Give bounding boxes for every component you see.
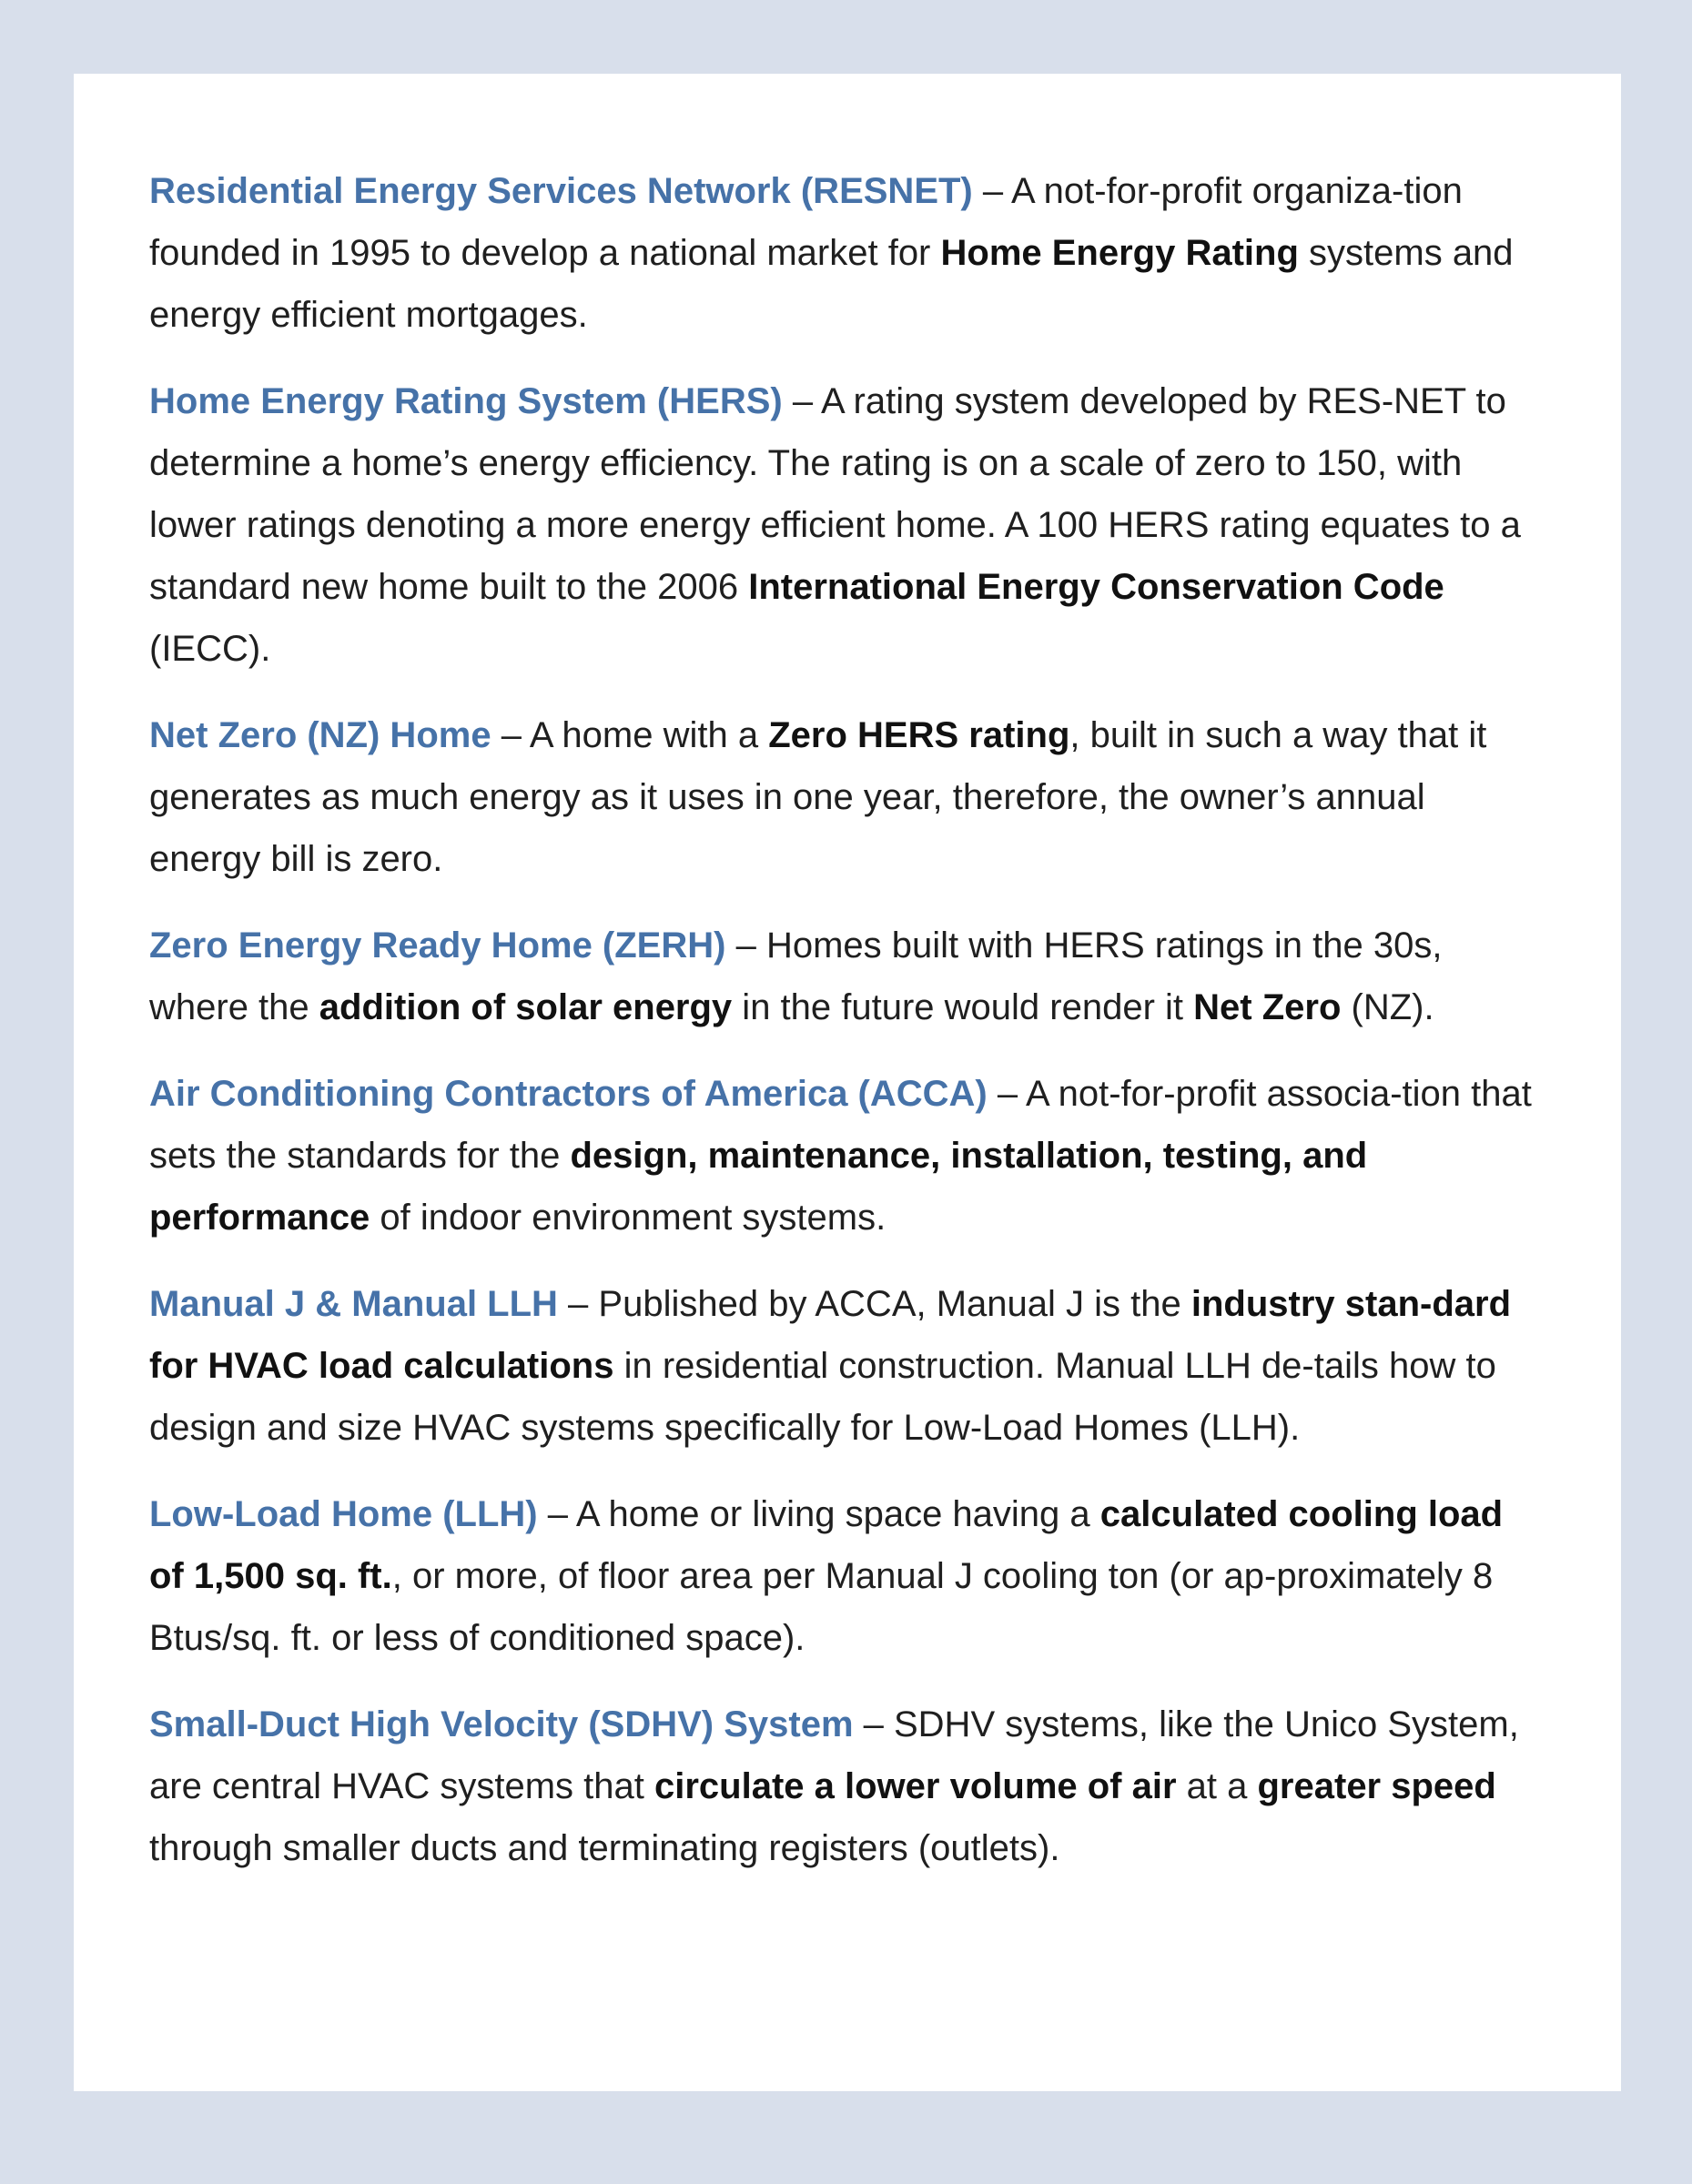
definition-text: in the future would render it — [732, 987, 1194, 1027]
definition-text: – A not-for-profit associa-tion that sets the standards for the — [149, 1074, 1532, 1176]
definition-emphasis: greater speed — [1257, 1766, 1496, 1806]
term-zerh: Zero Energy Ready Home (ZERH) — [149, 925, 726, 966]
definition-text: – A not-for-profit organiza-tion founded in 1995 to develop a national market for — [149, 171, 1463, 273]
definition-emphasis: Zero HERS rating — [768, 715, 1070, 755]
term-manual-j: Manual J & Manual LLH — [149, 1284, 558, 1324]
definition-text: systems and energy efficient mortgages. — [149, 233, 1514, 335]
definition-emphasis: Net Zero — [1193, 987, 1342, 1027]
glossary-entry-acca — [149, 1063, 1546, 1249]
definition-text: , or more, of floor area per Manual J cooling ton (or ap-proximately 8 Btus/sq. ft. or less of conditioned space). — [149, 1556, 1494, 1658]
definition-text: – Published by ACCA, Manual J is the — [557, 1284, 1191, 1324]
term-hers: Home Energy Rating System (HERS) — [149, 381, 783, 421]
definition-text: – Homes built with HERS ratings in the 30s, where the — [149, 925, 1443, 1027]
definition-emphasis: addition of solar energy — [319, 987, 733, 1027]
definition-emphasis: International Energy Conservation Code — [748, 567, 1444, 607]
term-acca: Air Conditioning Contractors of America (ACCA) — [149, 1074, 988, 1114]
definition-text: – A home with a — [491, 715, 769, 755]
term-sdhv: Small-Duct High Velocity (SDHV) System — [149, 1704, 854, 1744]
term-net-zero: Net Zero (NZ) Home — [149, 715, 491, 755]
definition-text: – A home or living space having a — [537, 1494, 1100, 1534]
definition-text: – A rating system developed by RES-NET to determine a home’s energy efficiency. The rating is on a scale of zero to 150, with lower ratings denoting a more energy efficient home. A 100 HERS rating equates to a standard new home built to the 2006 — [149, 381, 1521, 607]
definition-emphasis: circulate a lower volume of air — [654, 1766, 1177, 1806]
term-llh: Low-Load Home (LLH) — [149, 1494, 538, 1534]
glossary-card — [74, 74, 1621, 2091]
glossary-entry-manual-j — [149, 1273, 1546, 1459]
definition-text: – SDHV systems, like the Unico System, are central HVAC systems that — [149, 1704, 1519, 1806]
definition-text: (IECC). — [149, 629, 271, 669]
glossary-entry-resnet — [149, 160, 1546, 346]
definition-emphasis: calculated cooling load of 1,500 sq. ft. — [149, 1494, 1504, 1596]
definition-emphasis: Home Energy Rating — [940, 233, 1299, 273]
glossary-entry-sdhv — [149, 1694, 1546, 1879]
definition-text: of indoor environment systems. — [370, 1198, 887, 1238]
glossary-entry-zerh — [149, 915, 1546, 1038]
glossary-entry-llh — [149, 1483, 1546, 1669]
glossary-entry-hers — [149, 370, 1546, 680]
definition-text: through smaller ducts and terminating registers (outlets). — [149, 1828, 1060, 1868]
definition-text: in residential construction. Manual LLH de-tails how to design and size HVAC systems specifically for Low-Load Homes (LLH). — [149, 1346, 1496, 1448]
term-resnet: Residential Energy Services Network (RESNET) — [149, 171, 973, 211]
definition-text: (NZ). — [1341, 987, 1434, 1027]
definition-emphasis: industry stan-dard for HVAC load calculations — [149, 1284, 1512, 1386]
definition-emphasis: design, maintenance, installation, testing, and performance — [149, 1136, 1368, 1238]
definition-text: , built in such a way that it generates as much energy as it uses in one year, therefore, the owner’s annual energy bill is zero. — [149, 715, 1487, 879]
definition-text: at a — [1176, 1766, 1258, 1806]
glossary-entry-net-zero — [149, 704, 1546, 890]
